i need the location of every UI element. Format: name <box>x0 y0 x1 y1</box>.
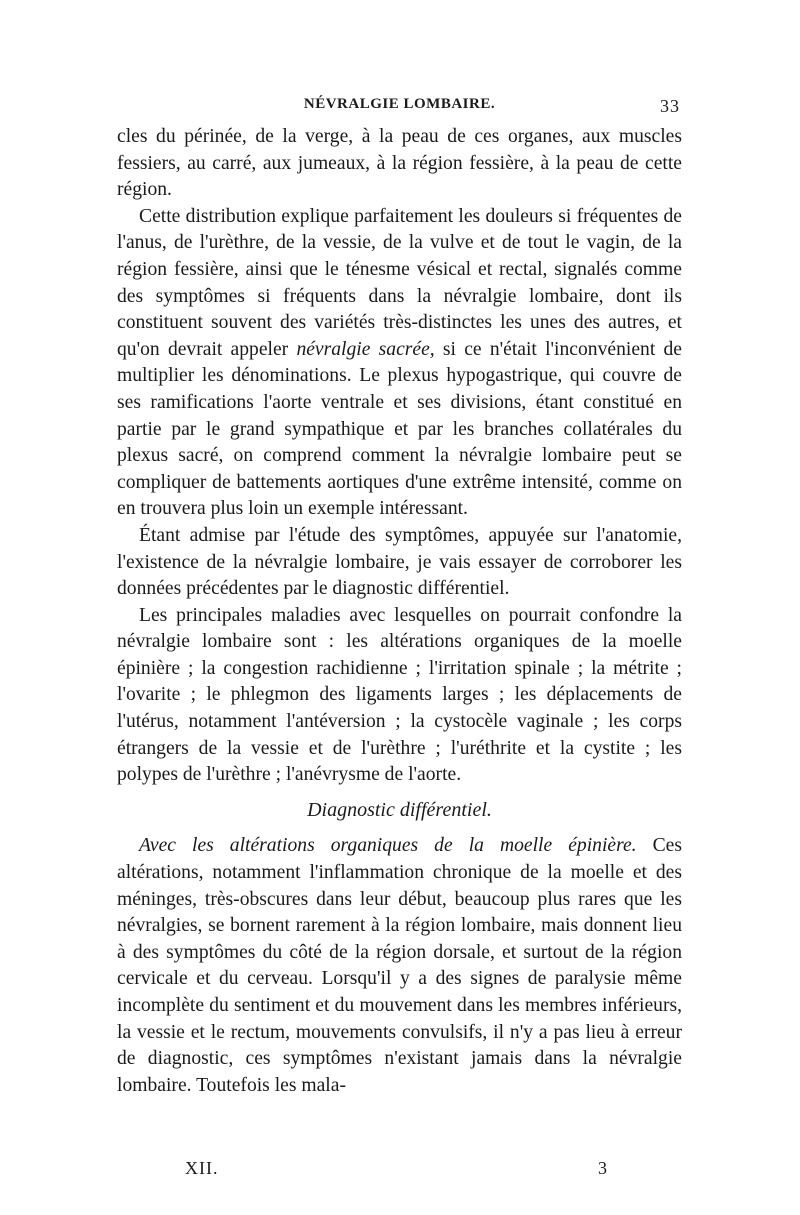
paragraph-distribution <box>117 204 682 523</box>
page-header <box>117 96 682 124</box>
lead-italic: Avec les altérations organiques de la moelle épinière. <box>139 835 637 857</box>
signature-number: 3 <box>598 1158 607 1178</box>
paragraph-maladies: Les principales maladies avec lesquelles on pourrait confondre la névralgie lombaire sont : les altérations organiques de la moelle épinière ; la congestion rachidienne ; l'irritation spinale ; la métrite ; l'ovarite ; le phlegmon des ligaments larges ; les déplacements de l'utérus, notamment l'antéversion ; la cystocèle vaginale ; les corps étrangers de la vessie et de l'urèthre ; l'uréthrite et la cystite ; les polypes de l'urèthre ; l'anévrysme de l'aorte. <box>117 604 682 786</box>
running-title: NÉVRALGIE LOMBAIRE. <box>303 96 496 112</box>
body-text <box>117 124 682 1099</box>
paragraph-text: si ce n'était l'inconvénient de multiplier les dénominations. Le plexus hypogastrique, qui couvre de ses ramifications l'aorte ventrale et ses divisions, étant constitué en partie par le grand sympathique et par les branches collatérales du plexus sacré, on comprend comment la névralgie lombaire peut se compliquer de battements aortiques d'une extrême intensité, comme on en trouvera plus loin un exemple intéressant. <box>117 338 682 520</box>
italic-term: névralgie sacrée, <box>296 338 435 360</box>
book-page <box>117 96 682 1099</box>
page-number: 33 <box>660 96 680 116</box>
signature-mark: XII. <box>185 1158 219 1178</box>
paragraph-continuation: cles du périnée, de la verge, à la peau de ces organes, aux muscles fessiers, au carré, aux jumeaux, à la région fessière, à la peau de cette région. <box>117 126 682 201</box>
page-footer <box>185 1158 615 1184</box>
paragraph-text: Ces altérations, notamment l'inflammation chronique de la moelle et des méninges, très-obscures dans leur début, beaucoup plus rares que les névralgies, se bornent rarement à la région lombaire, mais donnent lieu à des symptômes du côté de la région dorsale, et surtout de la région cervicale et du cerveau. Lorsqu'il y a des signes de paralysie même incomplète du sentiment et du mouvement dans les membres inférieurs, la vessie et le rectum, mouvements convulsifs, il n'y a pas lieu à erreur de diagnostic, ces symptômes n'existant jamais dans la névralgie lombaire. Toutefois les mala- <box>117 835 682 1096</box>
paragraph-existence: Étant admise par l'étude des symptômes, appuyée sur l'anatomie, l'existence de la névralgie lombaire, je vais essayer de corroborer les données précédentes par le diagnostic différentiel. <box>117 524 682 600</box>
paragraph-text: Cette distribution explique parfaitement les douleurs si fréquentes de l'anus, de l'urèthre, de la vessie, de la vulve et de tout le vagin, de la région fessière, ainsi que le ténesme vésical et rectal, signalés comme des symptômes si fréquents dans la névralgie lombaire, dont ils constituent souvent des variétés très-distinctes les unes des autres, et qu'on devrait appeler <box>117 205 682 360</box>
paragraph-moelle <box>117 833 682 1099</box>
section-heading: Diagnostic différentiel. <box>307 798 492 821</box>
